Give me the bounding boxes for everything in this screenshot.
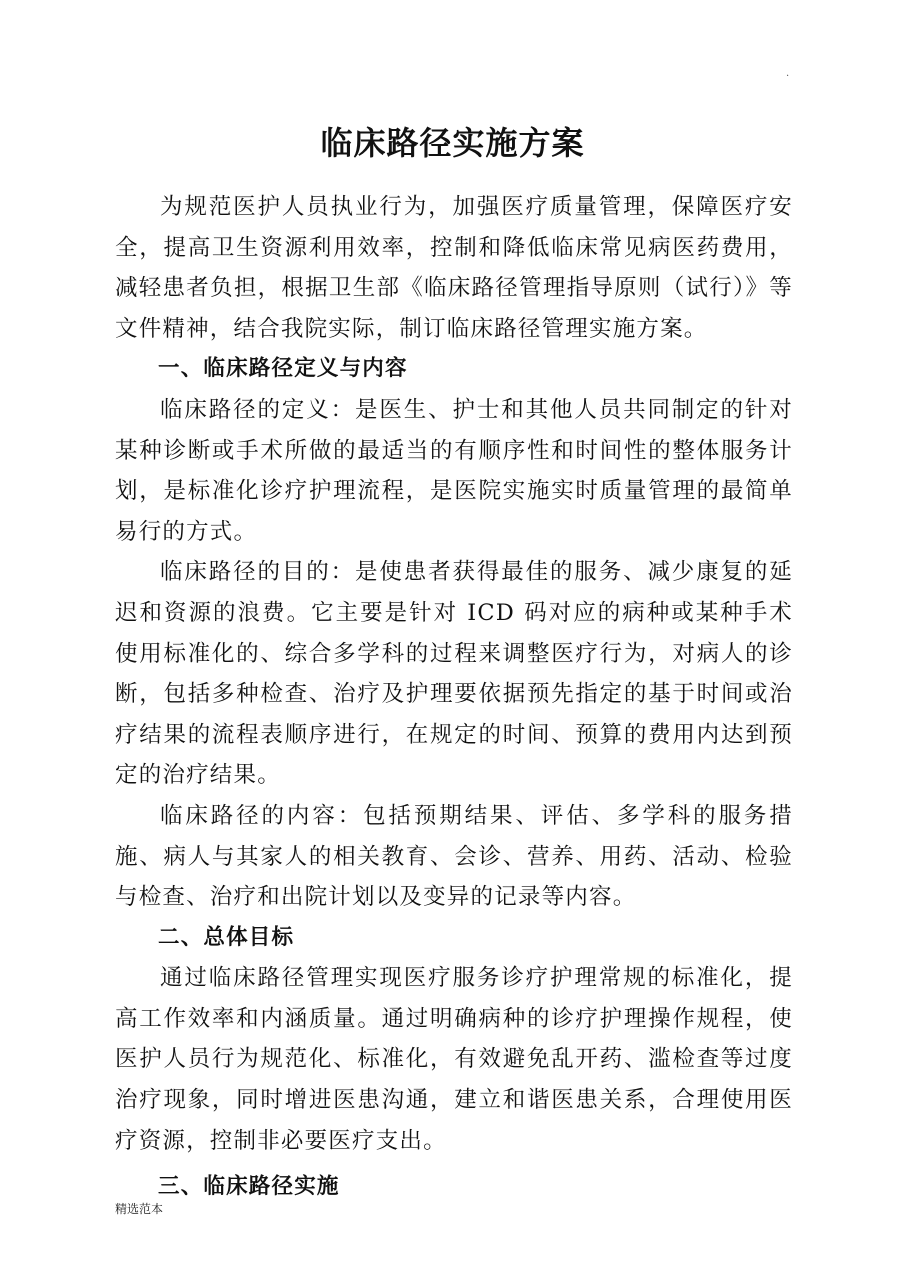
- content-paragraph: 临床路径的内容：包括预期结果、评估、多学科的服务措施、病人与其家人的相关教育、会诊、营养、用药、活动、检验与检查、治疗和出院计划以及变异的记录等内容。: [115, 802, 793, 911]
- footer-label: 精选范本: [115, 1202, 164, 1216]
- section1-heading: 一、临床路径定义与内容: [158, 356, 408, 382]
- corner-mark: .: [786, 68, 790, 79]
- purpose-paragraph: 临床路径的目的：是使患者获得最佳的服务、减少康复的延迟和资源的浪费。它主要是针对 ICD 码对应的病种或某种手术使用标准化的、综合多学科的过程来调整医疗行为，对病人的诊断，包括多种检查、治疗及护理要依据预先指定的基于时间或治疗结果的流程表顺序进行，在规定的时间、预算的费用内达到预定的治疗结果。: [115, 559, 793, 789]
- section2-heading: 二、总体目标: [158, 924, 295, 950]
- document-title: 临床路径实施方案: [320, 124, 585, 162]
- document-body: [115, 187, 793, 1208]
- definition-paragraph: 临床路径的定义：是医生、护士和其他人员共同制定的针对某种诊断或手术所做的最适当的有顺序性和时间性的整体服务计划，是标准化诊疗护理流程，是医院实施实时质量管理的最简单易行的方式。: [115, 396, 793, 545]
- intro-paragraph: 为规范医护人员执业行为，加强医疗质量管理，保障医疗安全，提高卫生资源利用效率，控制和降低临床常见病医药费用，减轻患者负担，根据卫生部《临床路径管理指导原则（试行）》等文件精神，结合我院实际，制订临床路径管理实施方案。: [115, 194, 793, 342]
- goal-paragraph: 通过临床路径管理实现医疗服务诊疗护理常规的标准化，提高工作效率和内涵质量。通过明确病种的诊疗护理操作规程，使医护人员行为规范化、标准化，有效避免乱开药、滥检查等过度治疗现象，同时增进医患沟通，建立和谐医患关系，合理使用医疗资源，控制非必要医疗支出。: [115, 965, 793, 1154]
- section3-heading: 三、临床路径实施: [158, 1174, 340, 1200]
